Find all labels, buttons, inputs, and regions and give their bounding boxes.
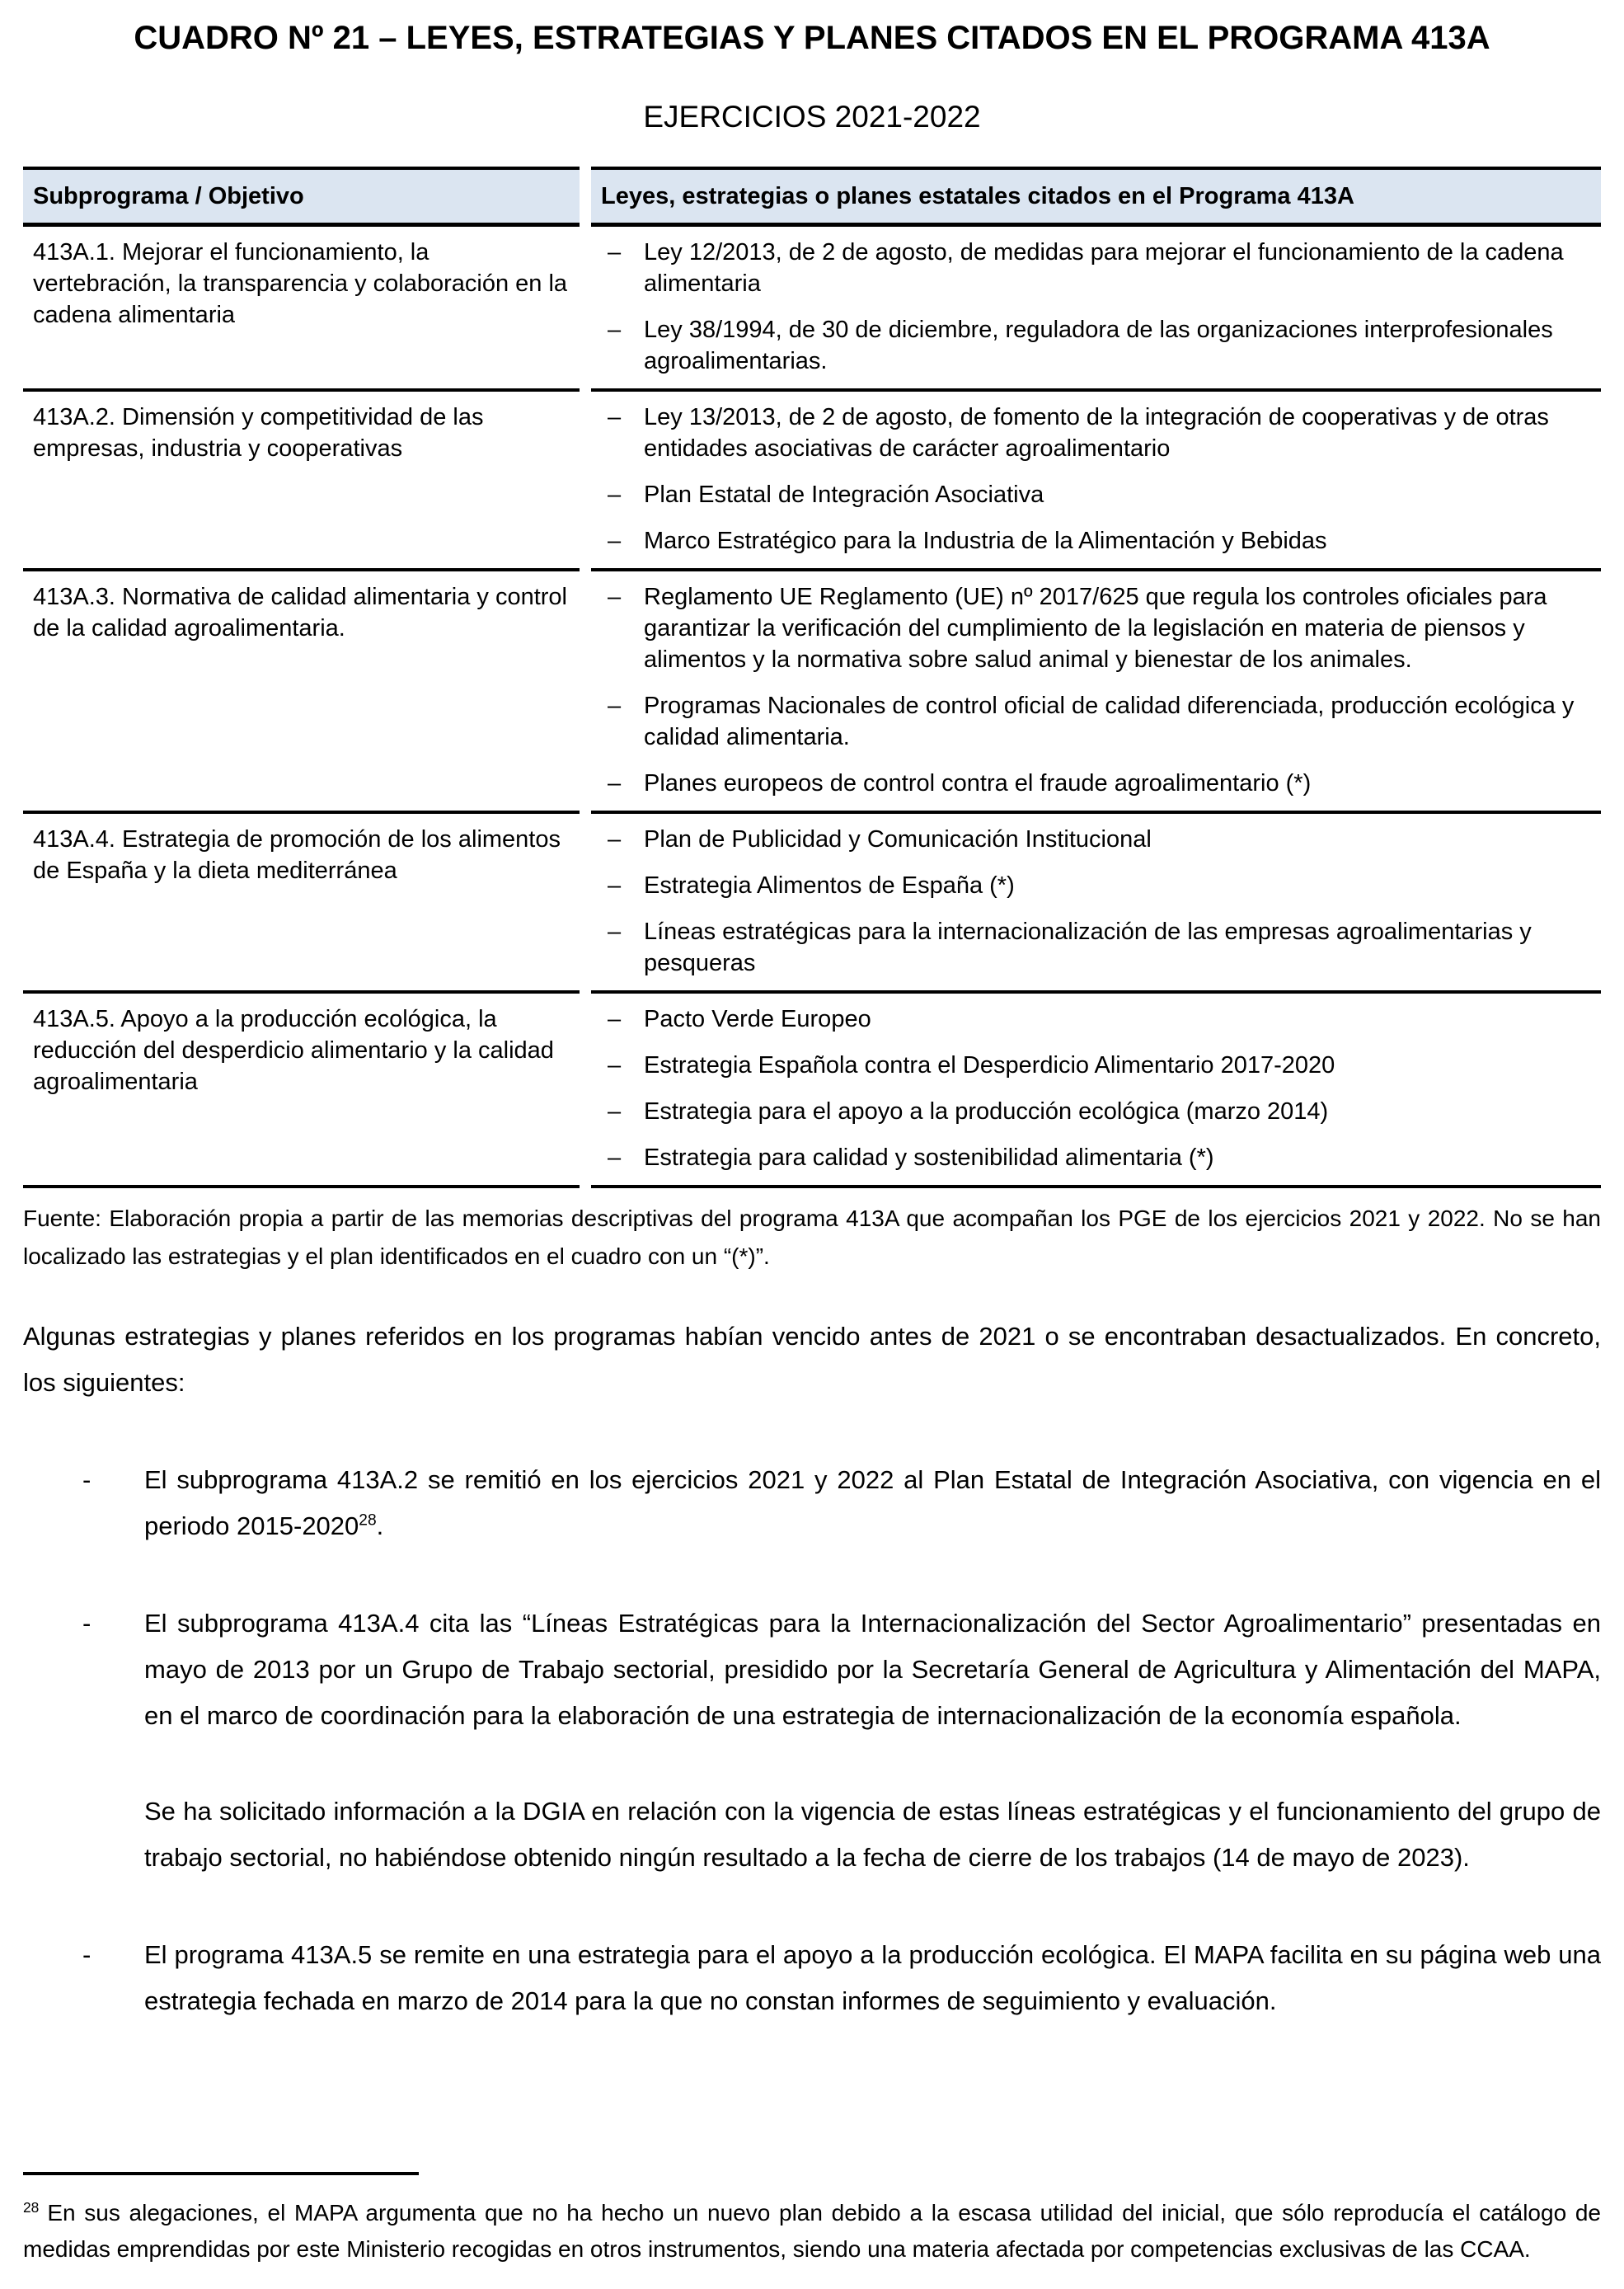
leyes-cell: [591, 227, 1601, 392]
list-item-text: Estrategia para el apoyo a la producción ecológica (marzo 2014): [644, 1098, 1329, 1125]
subprograma-cell: 413A.4. Estrategia de promoción de los alimentos de España y la dieta mediterránea: [23, 814, 580, 994]
page-title: CUADRO Nº 21 – LEYES, ESTRATEGIAS Y PLANES CITADOS EN EL PROGRAMA 413A: [134, 20, 1490, 56]
list-item-text: Planes europeos de control contra el fraude agroalimentario (*): [644, 770, 1312, 797]
list-item-text: Pacto Verde Europeo: [644, 1006, 871, 1032]
list-item: [601, 314, 1591, 377]
bullet-2-continuation-paragraph: Se ha solicitado información a la DGIA en relación con la vigencia de estas líneas estratégicas y el funcionamiento del grupo de trabajo sectorial, no habiéndose obtenido ningún resultado a la fecha de cierre de los trabajos (14 de mayo de 2023).: [144, 1797, 1601, 1872]
list-item: [601, 870, 1591, 901]
bullet-item-3: [82, 1932, 1601, 2024]
dash-marker: –: [608, 693, 622, 719]
list-item: [601, 1050, 1591, 1081]
dash-marker: –: [608, 404, 622, 430]
list-item: [601, 1003, 1591, 1035]
table-row: [23, 994, 1601, 1188]
dash-marker: –: [608, 1098, 622, 1125]
list-item-text: Estrategia Alimentos de España (*): [644, 872, 1015, 899]
list-item-text: Ley 12/2013, de 2 de agosto, de medidas para mejorar el funcionamiento de la cadena alimentaria: [644, 239, 1564, 297]
list-item: [601, 916, 1591, 979]
list-item: [601, 237, 1591, 299]
list-item-text: Ley 38/1994, de 30 de diciembre, reguladora de las organizaciones interprofesionales agroalimentarias.: [644, 317, 1553, 374]
list-item: [601, 1096, 1591, 1127]
table-row: [23, 227, 1601, 392]
bullet-text-main: El subprograma 413A.2 se remitió en los ejercicios 2021 y 2022 al Plan Estatal de Integración Asociativa, con vigencia en el periodo 2015-2020: [144, 1465, 1601, 1540]
list-item: [601, 581, 1591, 675]
footnote-text: [23, 2195, 1601, 2268]
leyes-cell: [591, 814, 1601, 994]
list-item-text: Líneas estratégicas para la internacionalización de las empresas agroalimentarias y pesqueras: [644, 919, 1532, 976]
intro-paragraph: Algunas estrategias y planes referidos en los programas habían vencido antes de 2021 o se encontraban desactualizados. En concreto, los siguientes:: [23, 1322, 1601, 1397]
list-item-text: Programas Nacionales de control oficial de calidad diferenciada, producción ecológica y calidad alimentaria.: [644, 693, 1575, 750]
list-item: [601, 402, 1591, 464]
footnote-reference: 28: [359, 1511, 377, 1530]
bullet-marker: -: [82, 1609, 92, 1638]
page-subtitle: EJERCICIOS 2021-2022: [643, 100, 981, 134]
dash-marker: –: [608, 1144, 622, 1171]
dash-marker: –: [608, 1052, 622, 1079]
dash-marker: –: [608, 919, 622, 945]
dash-marker: –: [608, 584, 622, 610]
table-row: [23, 392, 1601, 571]
column-header-subprograma: Subprograma / Objetivo: [23, 167, 580, 227]
list-item: [601, 768, 1591, 799]
leyes-cell: [591, 571, 1601, 814]
bullet-item-1: [82, 1457, 1601, 1549]
list-item-text: Estrategia para calidad y sostenibilidad alimentaria (*): [644, 1144, 1214, 1171]
dash-marker: –: [608, 770, 622, 797]
source-note: Fuente: Elaboración propia a partir de las memorias descriptivas del programa 413A que acompañan los PGE de los ejercicios 2021 y 2022. No se han localizado las estrategias y el plan identificados en el cuadro con un “(*)”.: [23, 1206, 1601, 1269]
list-item: [601, 1142, 1591, 1173]
list-item: [601, 525, 1591, 557]
table-row: [23, 814, 1601, 994]
bullet-text: [144, 1457, 1601, 1549]
table-body: [23, 227, 1601, 1188]
dash-marker: –: [608, 317, 622, 343]
list-item-text: Plan Estatal de Integración Asociativa: [644, 482, 1044, 508]
dash-marker: –: [608, 528, 622, 554]
dash-marker: –: [608, 482, 622, 508]
column-header-leyes: Leyes, estrategias o planes estatales citados en el Programa 413A: [591, 167, 1601, 227]
table-header-row: [23, 167, 1601, 227]
footnote-separator-rule: [23, 2172, 419, 2175]
subprograma-cell: 413A.1. Mejorar el funcionamiento, la vertebración, la transparencia y colaboración en la cadena alimentaria: [23, 227, 580, 392]
list-item-text: Marco Estratégico para la Industria de la Alimentación y Bebidas: [644, 528, 1327, 554]
dash-marker: –: [608, 1006, 622, 1032]
footnote-area: [23, 2172, 1601, 2268]
footnote-body: En sus alegaciones, el MAPA argumenta que no ha hecho un nuevo plan debido a la escasa utilidad del inicial, que sólo reproducía el catálogo de medidas emprendidas por este Ministerio recogidas en otros instrumentos, siendo una materia afectada por competencias exclusivas de las CCAA.: [23, 2200, 1601, 2262]
bullet-text-end: .: [376, 1511, 384, 1540]
leyes-cell: [591, 994, 1601, 1188]
list-item-text: Ley 13/2013, de 2 de agosto, de fomento de la integración de cooperativas y de otras entidades asociativas de carácter agroalimentario: [644, 404, 1549, 462]
dash-marker: –: [608, 872, 622, 899]
dash-marker: –: [608, 826, 622, 853]
bullet-item-2: [82, 1600, 1601, 1739]
subprograma-cell: 413A.3. Normativa de calidad alimentaria y control de la calidad agroalimentaria.: [23, 571, 580, 814]
list-item-text: Estrategia Española contra el Desperdicio Alimentario 2017-2020: [644, 1052, 1335, 1079]
list-item: [601, 824, 1591, 855]
dash-marker: –: [608, 239, 622, 266]
list-item: [601, 690, 1591, 753]
list-item-text: Reglamento UE Reglamento (UE) nº 2017/625 que regula los controles oficiales para garantizar la verificación del cumplimiento de la legislación en materia de piensos y alimentos y la normativa sobre salud animal y bienestar de los animales.: [644, 584, 1547, 673]
bullet-text: El subprograma 413A.4 cita las “Líneas Estratégicas para la Internacionalización del Sector Agroalimentario” presentadas en mayo de 2013 por un Grupo de Trabajo sectorial, presidido por la Secretaría General de Agricultura y Alimentación del MAPA, en el marco de coordinación para la elaboración de una estrategia de internacionalización de la economía española.: [144, 1609, 1601, 1730]
footnote-number: 28: [23, 2198, 40, 2216]
bullet-marker: -: [82, 1940, 92, 1969]
list-item: [601, 479, 1591, 510]
bullet-text: El programa 413A.5 se remite en una estrategia para el apoyo a la producción ecológica. El MAPA facilita en su página web una estrategia fechada en marzo de 2014 para la que no constan informes de seguimiento y evaluación.: [144, 1940, 1601, 2015]
bullet-marker: -: [82, 1465, 92, 1494]
list-item-text: Plan de Publicidad y Comunicación Institucional: [644, 826, 1152, 853]
cuadro-21-table: [23, 167, 1601, 1188]
table-row: [23, 571, 1601, 814]
subprograma-cell: 413A.2. Dimensión y competitividad de las empresas, industria y cooperativas: [23, 392, 580, 571]
subprograma-cell: 413A.5. Apoyo a la producción ecológica, la reducción del desperdicio alimentario y la calidad agroalimentaria: [23, 994, 580, 1188]
leyes-cell: [591, 392, 1601, 571]
